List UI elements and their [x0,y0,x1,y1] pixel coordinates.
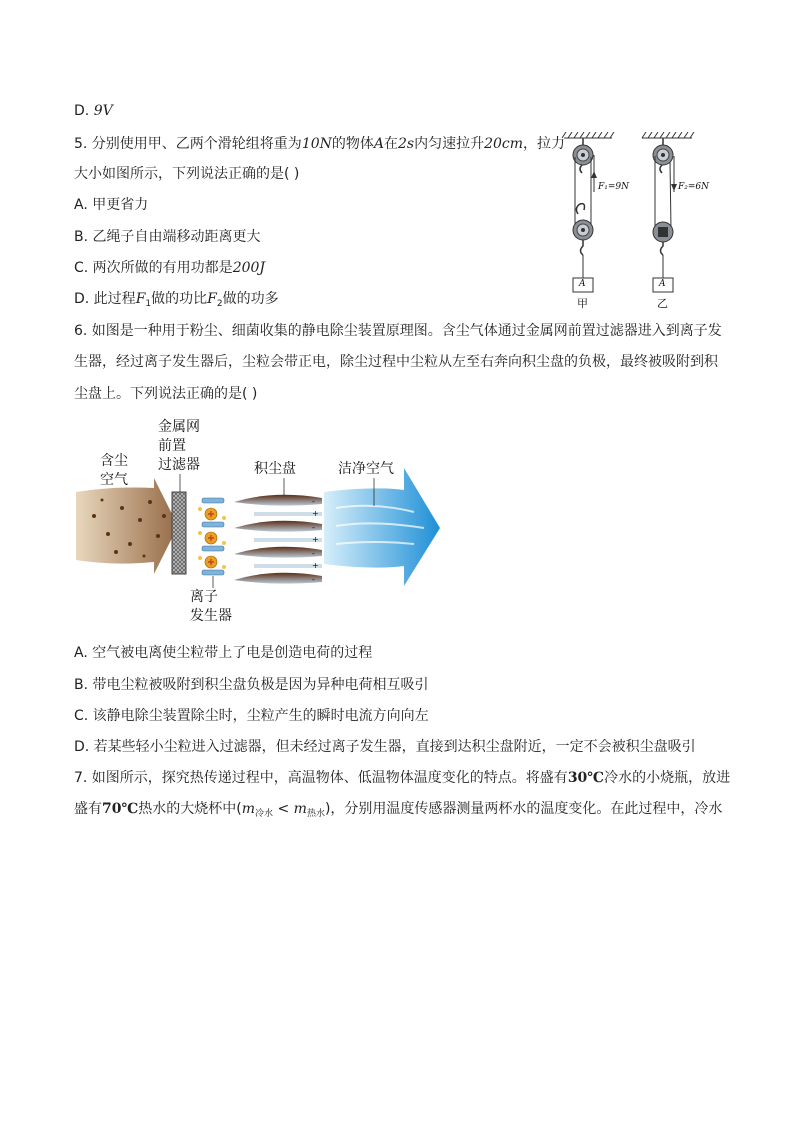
q5-option-d: D. 此过程$F_1$做的功比$F_2$做的功多 [74,291,279,309]
option-prefix: D. [74,103,94,119]
q4-option-d [74,101,113,121]
q5-stem-line-1 [74,134,565,154]
caption-jia: 甲 [577,297,588,310]
q6-stem-line-1: 6. 如图是一种用于粉尘、细菌收集的静电除尘装置原理图。含尘气体通过金属网前置过滤器进入到离子发 [74,323,722,339]
filter-label-2: 前置 [158,438,186,454]
q5-option-a: A. 甲更省力 [74,197,149,213]
mass-subscript-cold: 冷水 [255,809,274,819]
q7-stem-text: 热水的大烧杯中( [138,801,242,817]
svg-text:-: - [312,497,315,506]
q5-stem-text: 5. 分别使用甲、乙两个滑轮组将重为 [74,136,302,152]
q6-option-c: C. 该静电除尘装置除尘时，尘粒产生的瞬时电流方向向左 [74,708,429,724]
option-value: 200J [232,260,266,276]
option-value: 9V [93,103,113,119]
option-text: D. 此过程 [74,291,136,307]
f2-label: F₂=6N [678,182,709,192]
dusty-air-label-1: 含尘 [100,453,128,469]
force-symbol: F [135,291,146,307]
q5-object: A [373,136,385,152]
q5-option-b: B. 乙绳子自由端移动距离更大 [74,229,261,245]
svg-text:-: - [312,549,315,558]
q7-stem-line-2 [74,799,722,824]
q6-stem-line-2: 生器，经过离子发生器后，尘粒会带正电，除尘过程中尘粒从左至右奔向积尘盘的负极，最终被吸附到积 [74,354,718,370]
pulley-figure [556,132,726,314]
q7-stem-text: )，分别用温度传感器测量两杯水的温度变化。在此过程中，冷水 [324,801,723,817]
q5-time: 2s [398,136,415,152]
q7-stem-text: 冷水的小烧瓶，放进 [604,770,731,786]
q5-stem-text: ，拉力 [523,136,566,152]
cold-water-temp: 30℃ [567,770,605,786]
q5-option-c [74,258,265,278]
less-than: < [273,801,294,817]
q7-stem-line-1 [74,768,730,788]
filter-label-1: 金属网 [158,419,200,435]
q7-stem-text: 7. 如图所示，探究热传递过程中，高温物体、低温物体温度变化的特点。将盛有 [74,770,568,786]
q6-option-a: A. 空气被电离使尘粒带上了电是创造电荷的过程 [74,645,373,661]
mass-subscript-hot: 热水 [306,809,325,819]
svg-text:+: + [312,535,319,544]
precipitator-figure [74,416,444,628]
q5-stem-text: 在 [384,136,399,152]
q5-distance: 20cm [484,136,524,152]
filter-label-3: 过滤器 [158,457,200,473]
q7-stem-text: 盛有 [74,801,102,817]
q6-option-d: D. 若某些轻小尘粒进入过滤器，但未经过离子发生器，直接到达积尘盘附近，一定不会被积尘盘吸引 [74,739,696,755]
mass-symbol: m [293,801,307,817]
clean-air-label: 洁净空气 [338,461,394,477]
block-a-right: A [659,279,666,289]
svg-text:-: - [312,523,315,532]
f1-label: F₁=9N [598,182,629,192]
svg-text:+: + [312,509,319,518]
q5-stem-text: 的物体 [331,136,374,152]
force-symbol: F [207,291,217,307]
q6-stem-line-3: 尘盘上。下列说法正确的是( ) [74,386,258,402]
caption-yi: 乙 [657,297,668,310]
q5-weight: 10N [301,136,332,152]
dusty-air-label-2: 空气 [100,472,128,488]
block-a-left: A [579,279,586,289]
svg-text:+: + [312,561,319,570]
ionizer-label-2: 发生器 [190,608,232,624]
q5-stem-line-2: 大小如图所示，下列说法正确的是( ) [74,166,300,182]
q5-stem-text: 内匀速拉升 [414,136,485,152]
option-text: 做的功比 [151,291,208,307]
option-text: C. 两次所做的有用功都是 [74,260,233,276]
mass-symbol: m [241,801,256,817]
svg-text:-: - [312,575,315,584]
q6-option-b: B. 带电尘粒被吸附到积尘盘负极是因为异种电荷相互吸引 [74,677,429,693]
option-text: 做的功多 [222,291,279,307]
plate-label: 积尘盘 [254,461,296,477]
hot-water-temp: 70℃ [102,801,139,817]
ionizer-label-1: 离子 [190,589,218,605]
